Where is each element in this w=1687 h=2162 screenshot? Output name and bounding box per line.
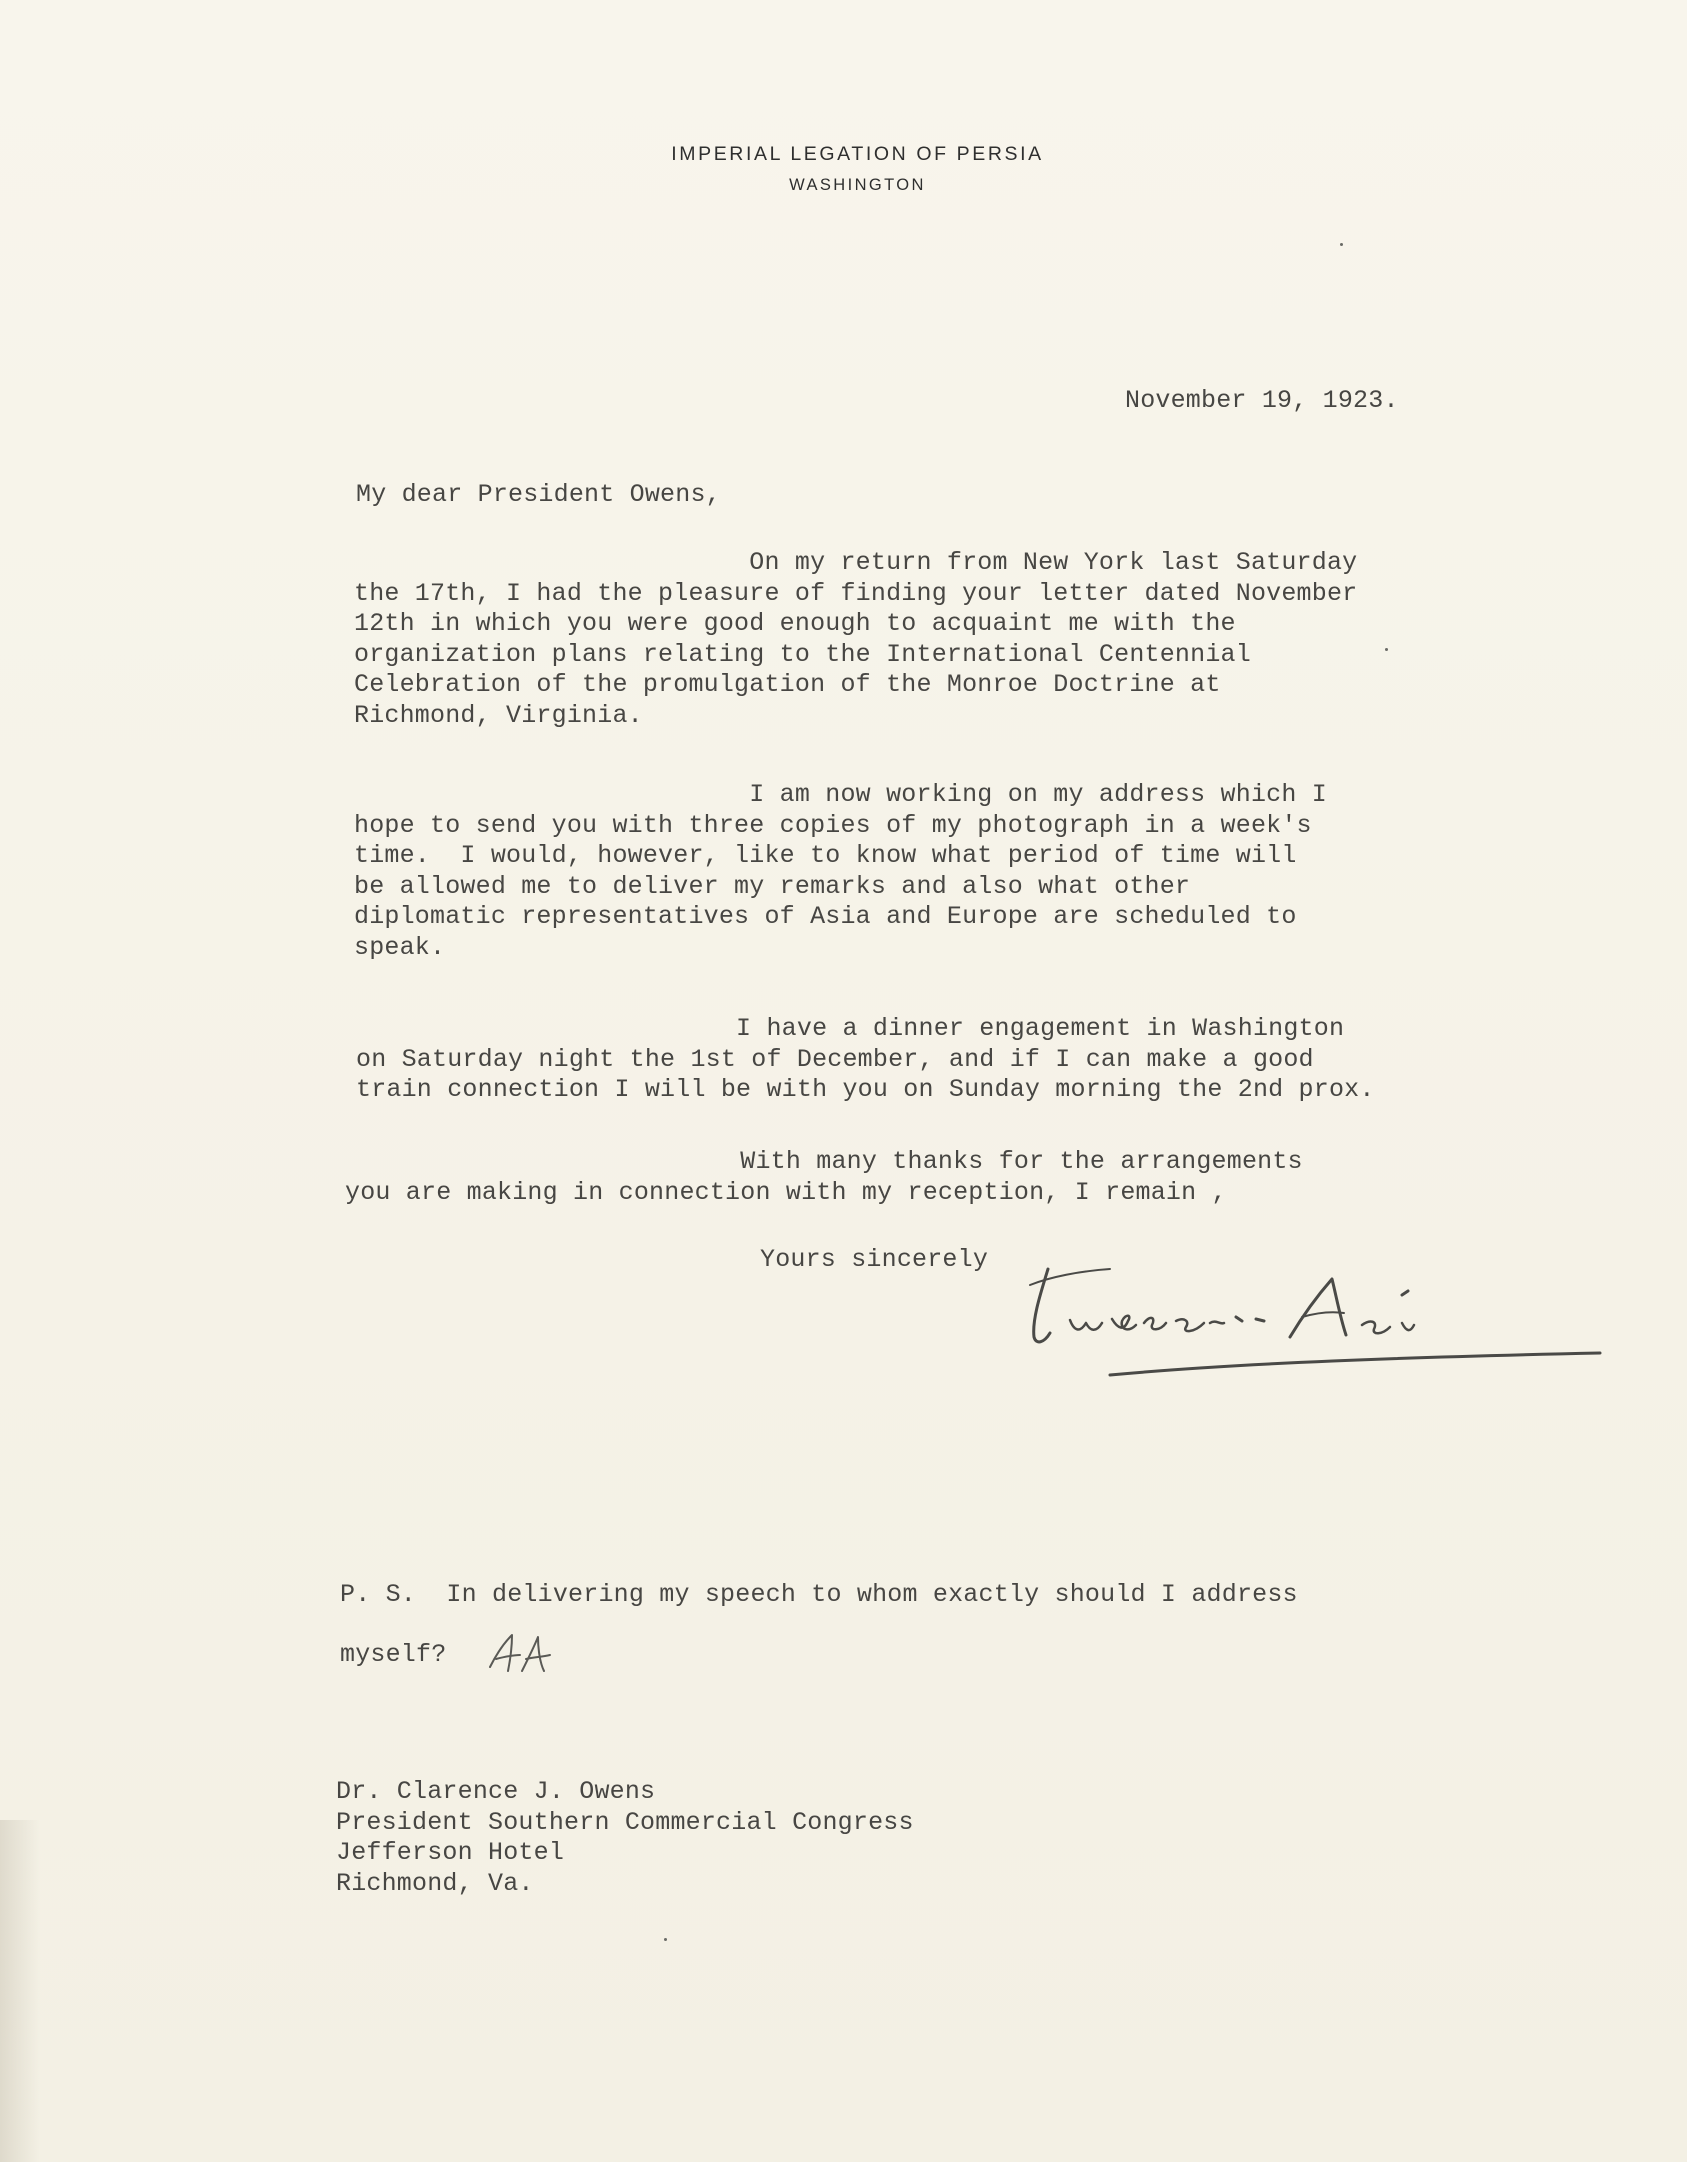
body-paragraph-1: On my return from New York last Saturday the 17th, I had the pleasure of finding your letter dated November 12th in which you were good enough to acquaint me with the organization plans relating to the International Centennial Celebration of the promulgation of the Monroe Doctrine at Richmond, Virginia.	[354, 548, 1358, 730]
paper-speck	[1385, 648, 1388, 651]
body-paragraph-2: I am now working on my address which I hope to send you with three copies of my photograph in a week's time. I would, however, like to know what period of time will be allowed me to deliver my remarks and also what other diplomatic representatives of Asia and Europe are scheduled to speak.	[354, 780, 1327, 962]
postscript-line-2: myself?	[340, 1640, 447, 1669]
signature-handwritten	[1010, 1225, 1610, 1385]
recipient-address: Dr. Clarence J. Owens President Southern Commercial Congress Jefferson Hotel Richmond, Va.	[336, 1777, 914, 1898]
initials-handwritten	[482, 1625, 562, 1685]
salutation: My dear President Owens,	[356, 480, 721, 509]
body-paragraph-4: With many thanks for the arrangements you are making in connection with my reception, I remain ,	[345, 1147, 1303, 1207]
letter-date: November 19, 1923.	[1125, 386, 1399, 415]
postscript-line-1: P. S. In delivering my speech to whom exactly should I address	[340, 1580, 1298, 1609]
closing: Yours sincerely	[760, 1245, 989, 1274]
letterhead-title: IMPERIAL LEGATION OF PERSIA	[671, 143, 1044, 165]
paper-speck	[1340, 243, 1343, 246]
letterhead-city: WASHINGTON	[789, 176, 926, 194]
paper-speck	[664, 1938, 667, 1941]
body-paragraph-3: I have a dinner engagement in Washington on Saturday night the 1st of December, and if I can make a good train connection I will be with you on Sunday morning the 2nd prox.	[356, 1014, 1375, 1104]
page-shadow	[0, 1820, 40, 2162]
